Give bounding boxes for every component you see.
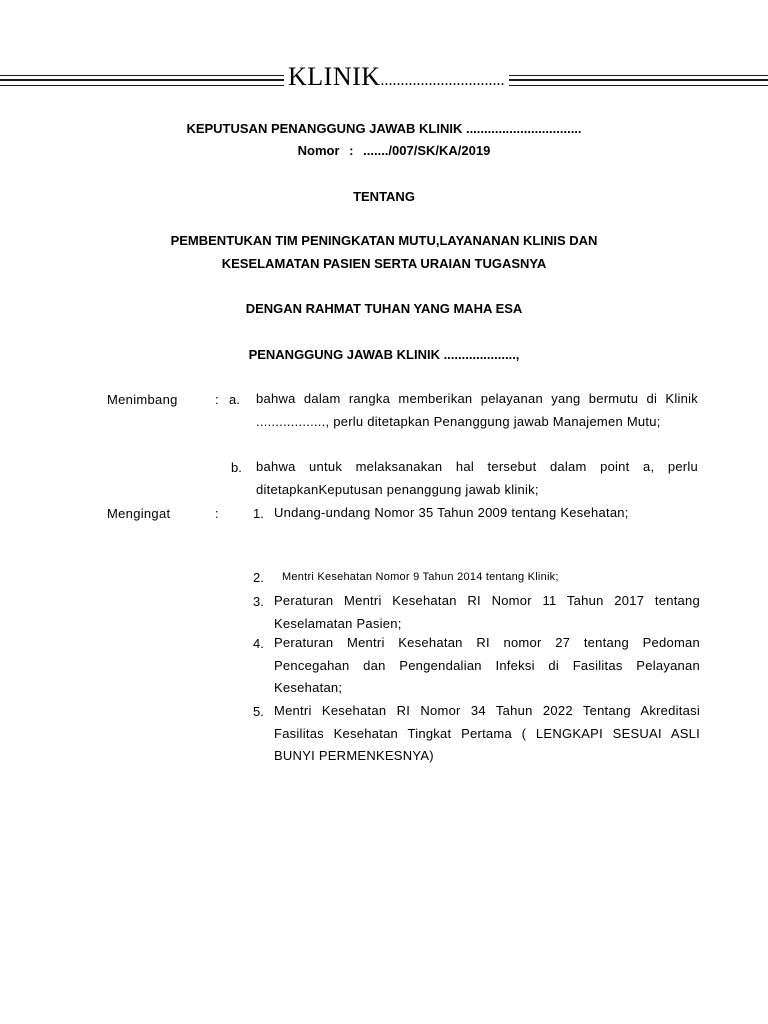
menimbang-colon: : (215, 392, 219, 407)
nomor-colon: : (349, 143, 354, 158)
menimbang-label: Menimbang (107, 392, 178, 407)
tentang-heading: TENTANG (353, 189, 415, 204)
mengingat-4-text: Peraturan Mentri Kesehatan RI nomor 27 tentang Pedoman Pencegahan dan Pengendalian Infeksi di Fasilitas Pelayanan Kesehatan; (274, 635, 700, 695)
decree-title: KEPUTUSAN PENANGGUNG JAWAB KLINIK ................................ (186, 121, 582, 136)
mengingat-2-text: Mentri Kesehatan Nomor 9 Tahun 2014 tentang Klinik; (282, 571, 559, 583)
mengingat-label: Mengingat (107, 506, 171, 521)
subject-line-2: KESELAMATAN PASIEN SERTA URAIAN TUGASNYA (221, 256, 547, 271)
mengingat-4-marker: 4. (253, 636, 264, 651)
nomor-label: Nomor (297, 143, 340, 158)
menimbang-b-text: bahwa untuk melaksanakan hal tersebut dalam point a, perlu ditetapkanKeputusan penanggung jawab klinik; (256, 459, 698, 497)
subject-line-1: PEMBENTUKAN TIM PENINGKATAN MUTU,LAYANANAN KLINIS DAN (170, 233, 598, 248)
mengingat-colon: : (215, 506, 219, 521)
penanggung-heading: PENANGGUNG JAWAB KLINIK ...................., (248, 347, 520, 362)
clinic-title (284, 62, 509, 96)
rahmat-heading: DENGAN RAHMAT TUHAN YANG MAHA ESA (245, 301, 523, 316)
decree-number (10, 143, 768, 158)
mengingat-5-text: Mentri Kesehatan RI Nomor 34 Tahun 2022 Tentang Akreditasi Fasilitas Kesehatan Tingkat Pertama ( LENGKAPI SESUAI ASLI BUNYI PERMENKESNYA) (274, 703, 700, 763)
clinic-title-dots: ............................... (380, 72, 505, 89)
mengingat-5-marker: 5. (253, 704, 264, 719)
nomor-value: ......./007/SK/KA/2019 (363, 143, 491, 158)
mengingat-3-marker: 3. (253, 594, 264, 609)
mengingat-2-marker: 2. (253, 570, 264, 585)
mengingat-1-text: Undang-undang Nomor 35 Tahun 2009 tentang Kesehatan; (274, 505, 629, 520)
menimbang-b-marker: b. (231, 460, 242, 475)
menimbang-a-text: bahwa dalam rangka memberikan pelayanan yang bermutu di Klinik .................., perlu ditetapkan Penanggung jawab Manajemen Mutu; (256, 391, 698, 429)
clinic-title-text: KLINIK (288, 62, 381, 91)
menimbang-a-marker: a. (229, 392, 240, 407)
mengingat-3-text: Peraturan Mentri Kesehatan RI Nomor 11 Tahun 2017 tentang Keselamatan Pasien; (274, 593, 700, 631)
mengingat-1-marker: 1. (253, 506, 264, 521)
